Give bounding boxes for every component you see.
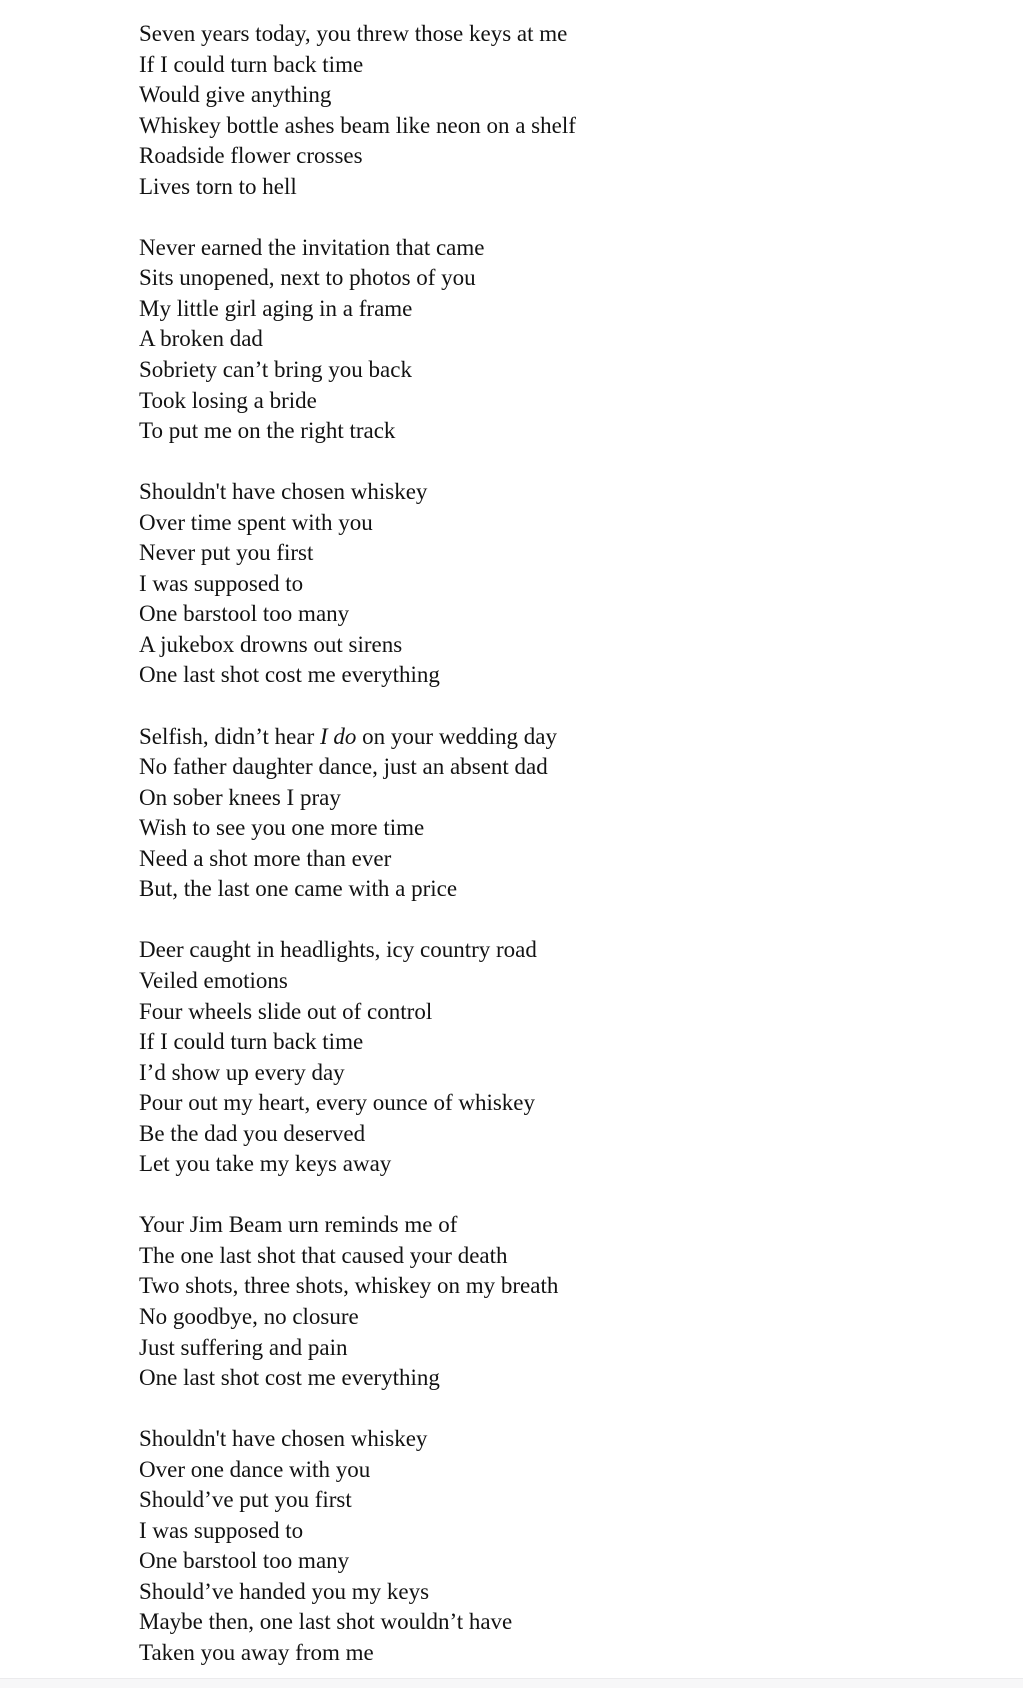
lyric-line: Sobriety can’t bring you back [139, 357, 412, 383]
lyric-line: Selfish, didn’t hear I do on your wedding day [139, 723, 557, 749]
lyric-line: But, the last one came with a price [139, 876, 458, 902]
stanza-7 [139, 1424, 1003, 1668]
lyric-line: Whiskey bottle ashes beam like neon on a shelf [139, 112, 576, 138]
lyric-line: Would give anything [139, 82, 332, 108]
lyric-line: Be the dad you deserved [139, 1120, 366, 1146]
lyric-line: Four wheels slide out of control [139, 998, 433, 1024]
lyric-line: Deer caught in headlights, icy country road [139, 937, 537, 963]
lyric-line: Should’ve handed you my keys [139, 1578, 430, 1604]
lyric-line: No goodbye, no closure [139, 1303, 359, 1329]
lyric-line: Need a shot more than ever [139, 845, 392, 871]
lyric-line: Pour out my heart, every ounce of whiskey [139, 1090, 536, 1116]
lyric-line: One barstool too many [139, 601, 350, 627]
horizontal-scrollbar-track[interactable] [0, 1678, 1023, 1688]
lyric-line: One last shot cost me everything [139, 1365, 440, 1391]
lyric-line: Veiled emotions [139, 967, 288, 993]
lyric-line: A broken dad [139, 326, 263, 352]
lyric-line: Just suffering and pain [139, 1334, 348, 1360]
lyric-line: No father daughter dance, just an absent dad [139, 754, 548, 780]
lyric-line: I was supposed to [139, 570, 304, 596]
lyric-line: One last shot cost me everything [139, 662, 440, 688]
stanza-6 [139, 1210, 1003, 1393]
lyric-line: Lives torn to hell [139, 173, 297, 199]
lyric-line: Shouldn't have chosen whiskey [139, 479, 428, 505]
lyric-line: Never put you first [139, 540, 314, 566]
lyric-line: Sits unopened, next to photos of you [139, 265, 476, 291]
stanza-3 [139, 477, 1003, 691]
lyric-line: To put me on the right track [139, 418, 396, 444]
lyric-line: Over one dance with you [139, 1456, 371, 1482]
lyric-line: If I could turn back time [139, 51, 364, 77]
lyrics-document [139, 19, 1003, 1669]
lyric-line: I’d show up every day [139, 1059, 345, 1085]
lyric-line: Never earned the invitation that came [139, 234, 485, 260]
lyric-line: Taken you away from me [139, 1639, 374, 1665]
stanza-1 [139, 19, 1003, 202]
lyric-line: Maybe then, one last shot wouldn’t have [139, 1609, 513, 1635]
lyric-line: Took losing a bride [139, 387, 317, 413]
stanza-5 [139, 935, 1003, 1179]
stanza-2 [139, 233, 1003, 447]
lyric-line: Should’ve put you first [139, 1487, 352, 1513]
lyric-line: Two shots, three shots, whiskey on my breath [139, 1273, 559, 1299]
lyric-line: If I could turn back time [139, 1029, 364, 1055]
lyric-line: Roadside flower crosses [139, 143, 363, 169]
lyric-line: My little girl aging in a frame [139, 295, 413, 321]
lyric-line: Seven years today, you threw those keys at me [139, 21, 568, 46]
stanza-4 [139, 722, 1003, 905]
lyric-line: Let you take my keys away [139, 1151, 392, 1177]
lyric-line: Over time spent with you [139, 509, 373, 535]
lyric-line: One barstool too many [139, 1548, 350, 1574]
lyric-line: Shouldn't have chosen whiskey [139, 1426, 428, 1452]
lyric-line: A jukebox drowns out sirens [139, 631, 403, 657]
lyric-line: Wish to see you one more time [139, 815, 425, 841]
lyric-line: I was supposed to [139, 1517, 304, 1543]
lyric-line: The one last shot that caused your death [139, 1242, 508, 1268]
italic-phrase: I do [320, 723, 357, 749]
lyric-line: Your Jim Beam urn reminds me of [139, 1212, 458, 1238]
lyric-line: On sober knees I pray [139, 784, 341, 810]
